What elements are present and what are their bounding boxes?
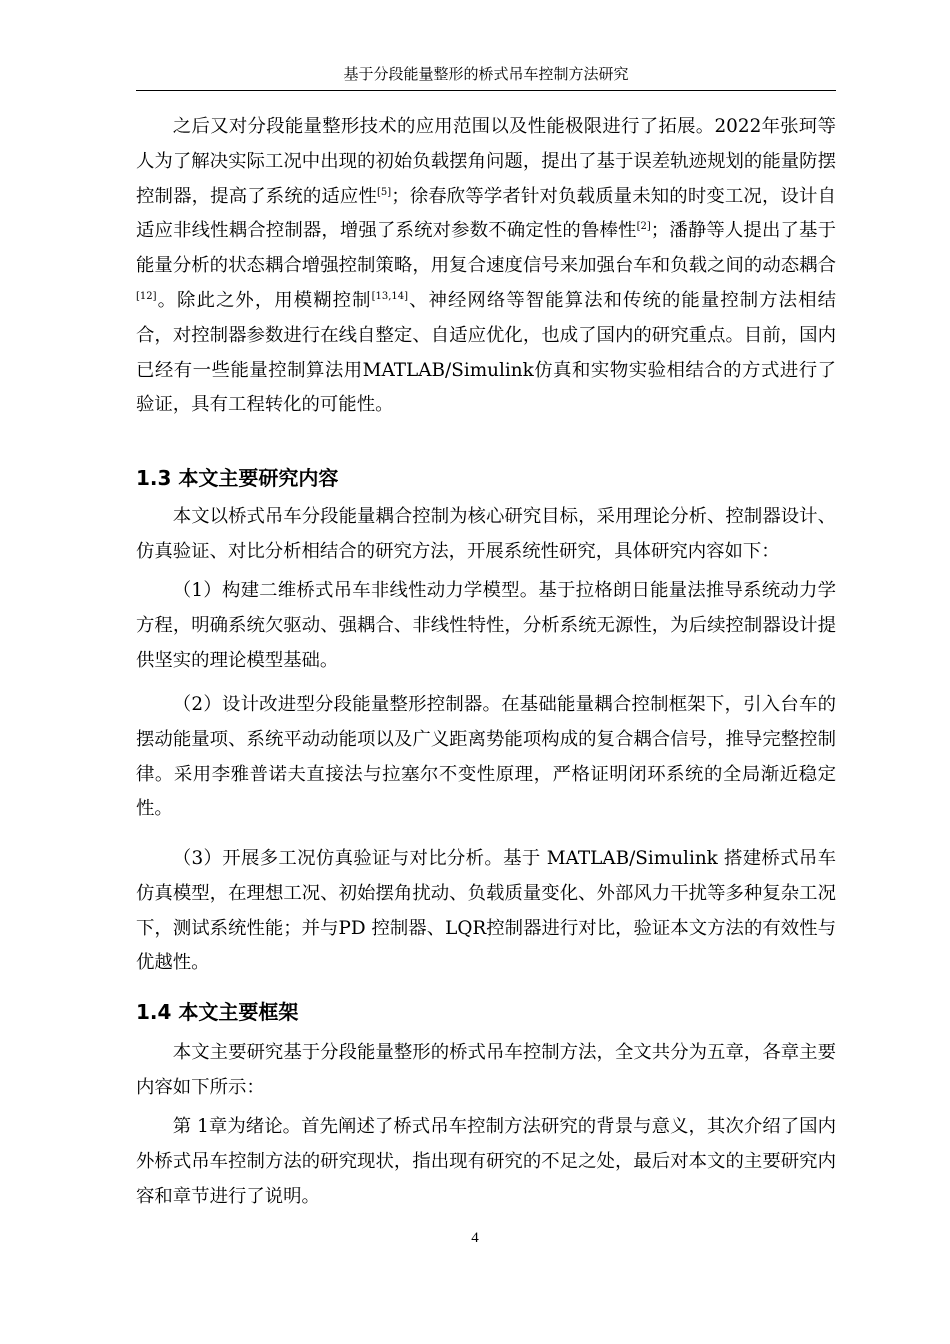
running-header: 基于分段能量整形的桥式吊车控制方法研究	[136, 64, 836, 91]
text-run: 。除此之外，用模糊控制	[156, 289, 372, 311]
text-run: 、神经网络等智能算法和传统的能量控制方法相结合，对控制器参数进行在线自整定、自适应优化，也成了国内的研究重点。目前，国内已经有一些能量控制算法用MATLAB/Simulink仿真和实物实验相结合的方式进行了验证，具有工程转化的可能性。	[136, 289, 836, 416]
citation: [5]	[377, 186, 392, 198]
citation: [12]	[136, 290, 157, 302]
section-heading-1-3: 1.3 本文主要研究内容	[136, 466, 339, 490]
text-run: 之后又对分段能量整形技术的应用范围以及性能极限进行了拓展。2022年张珂等人为了解决实际工况中出现的初始负载摆角问题，提出了基于误差轨迹规划的能量防摆控制器，提高了系统的适应性	[136, 116, 836, 207]
section-heading-1-4: 1.4 本文主要框架	[136, 1000, 299, 1024]
research-item-1: （1）构建二维桥式吊车非线性动力学模型。基于拉格朗日能量法推导系统动力学方程，明确系统欠驱动、强耦合、非线性特性，分析系统无源性，为后续控制器设计提供坚实的理论模型基础。	[136, 580, 836, 671]
citation: [2]	[636, 221, 651, 233]
text-run: ；潘静等人提出了基于能量分析的状态耦合增强控制策略，用复合速度信号来加强台车和负载之间的动态耦合	[136, 220, 836, 277]
paragraph-research-intro: 本文以桥式吊车分段能量耦合控制为核心研究目标，采用理论分析、控制器设计、仿真验证、对比分析相结合的研究方法，开展系统性研究，具体研究内容如下：	[136, 506, 836, 562]
research-item-3: （3）开展多工况仿真验证与对比分析。基于 MATLAB/Simulink 搭建桥式吊车仿真模型，在理想工况、初始摆角扰动、负载质量变化、外部风力干扰等多种复杂工况下，测试系统性能；并与PD 控制器、LQR控制器进行对比，验证本文方法的有效性与优越性。	[136, 848, 836, 974]
research-item-2: （2）设计改进型分段能量整形控制器。在基础能量耦合控制框架下，引入台车的摆动能量项、系统平动动能项以及广义距离势能项构成的复合耦合信号，推导完整控制律。采用李雅普诺夫直接法与拉塞尔不变性原理，严格证明闭环系统的全局渐近稳定性。	[136, 694, 836, 820]
citation: [13,14]	[371, 290, 409, 302]
paragraph-framework-intro: 本文主要研究基于分段能量整形的桥式吊车控制方法，全文共分为五章，各章主要内容如下所示：	[136, 1042, 836, 1098]
text-run: ；徐春欣等学者针对负载质量未知的时变工况，设计自适应非线性耦合控制器，增强了系统对参数不确定性的鲁棒性	[136, 185, 836, 242]
paragraph-chapter-1: 第 1章为绪论。首先阐述了桥式吊车控制方法研究的背景与意义，其次介绍了国内外桥式吊车控制方法的研究现状，指出现有研究的不足之处，最后对本文的主要研究内容和章节进行了说明。	[136, 1116, 836, 1207]
page-number: 4	[471, 1230, 479, 1246]
paragraph-related-work	[136, 110, 836, 423]
